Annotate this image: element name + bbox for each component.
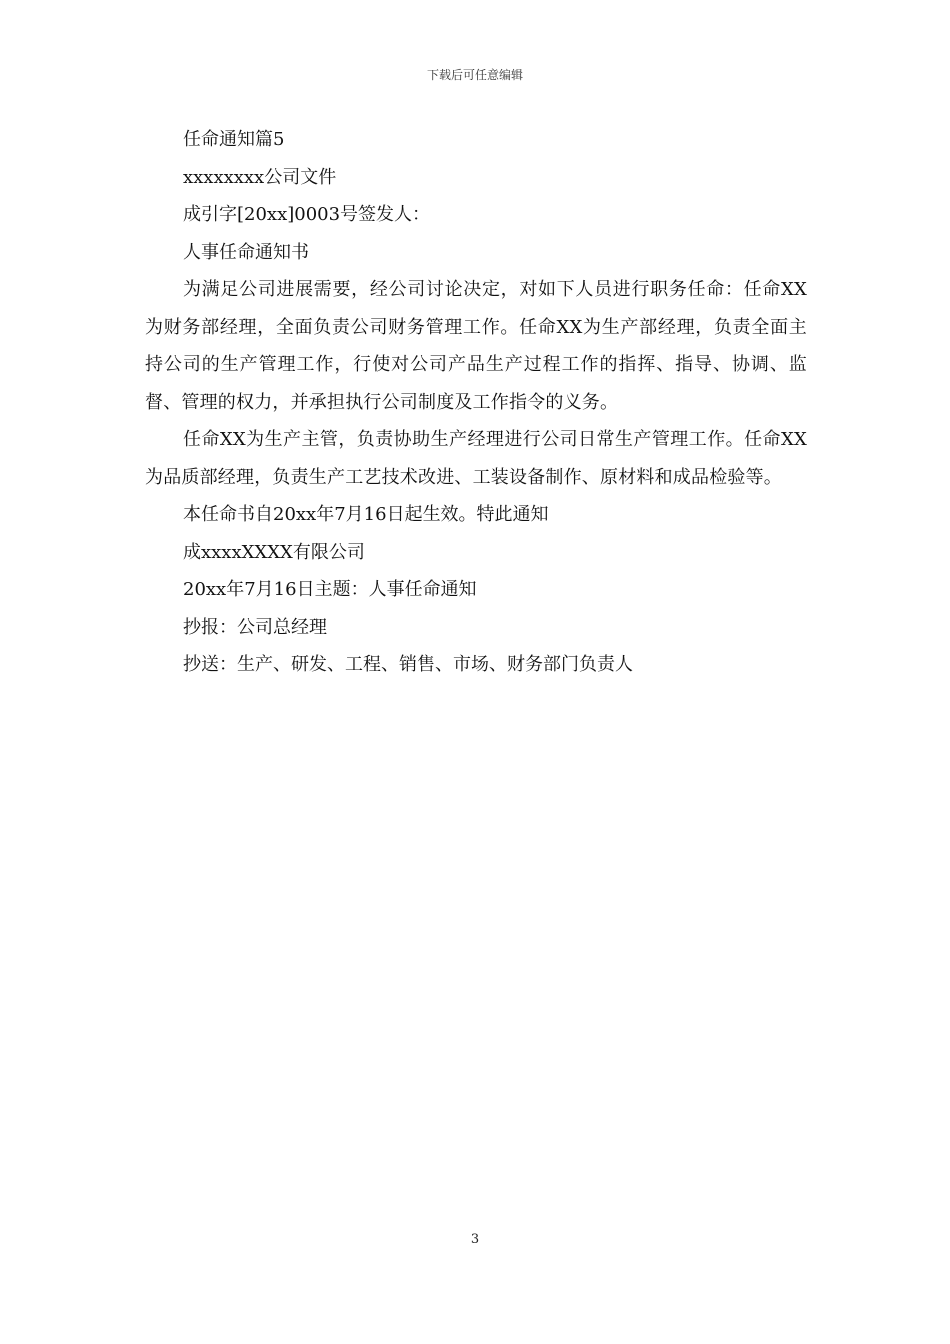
document-title-line: 任命通知篇5: [183, 129, 285, 150]
copy-to-line: 抄送：生产、研发、工程、销售、市场、财务部门负责人: [183, 654, 633, 675]
document-reference-line: 成引字[20xx]0003号签发人：: [183, 204, 431, 225]
company-document-line: xxxxxxxx公司文件: [183, 166, 337, 188]
appointment-paragraph-1: 为满足公司进展需要，经公司讨论决定，对如下人员进行职务任命：任命XX为财务部经理，全面负责公司财务管理工作。任命XX为生产部经理，负责全面主持公司的生产管理工作，行使对公司产品生产过程工作的指挥、指导、协调、监督、管理的权力，并承担执行公司制度及工作指令的义务。: [145, 279, 807, 413]
page-header: 下载后可任意编辑: [426, 68, 523, 82]
appointment-paragraph-2: 任命XX为生产主管，负责协助生产经理进行公司日常生产管理工作。任命XX为品质部经理，负责生产工艺技术改进、工装设备制作、原材料和成品检验等。: [145, 429, 807, 488]
notice-heading: 人事任命通知书: [183, 241, 309, 263]
company-name-line: 成xxxxXXXX有限公司: [183, 541, 365, 563]
document-body: [145, 121, 807, 684]
date-subject-line: 20xx年7月16日主题：人事任命通知: [183, 579, 477, 600]
page-number: 3: [470, 1232, 480, 1247]
report-to-line: 抄报：公司总经理: [183, 616, 327, 638]
effective-date-line: 本任命书自20xx年7月16日起生效。特此通知: [183, 504, 549, 525]
